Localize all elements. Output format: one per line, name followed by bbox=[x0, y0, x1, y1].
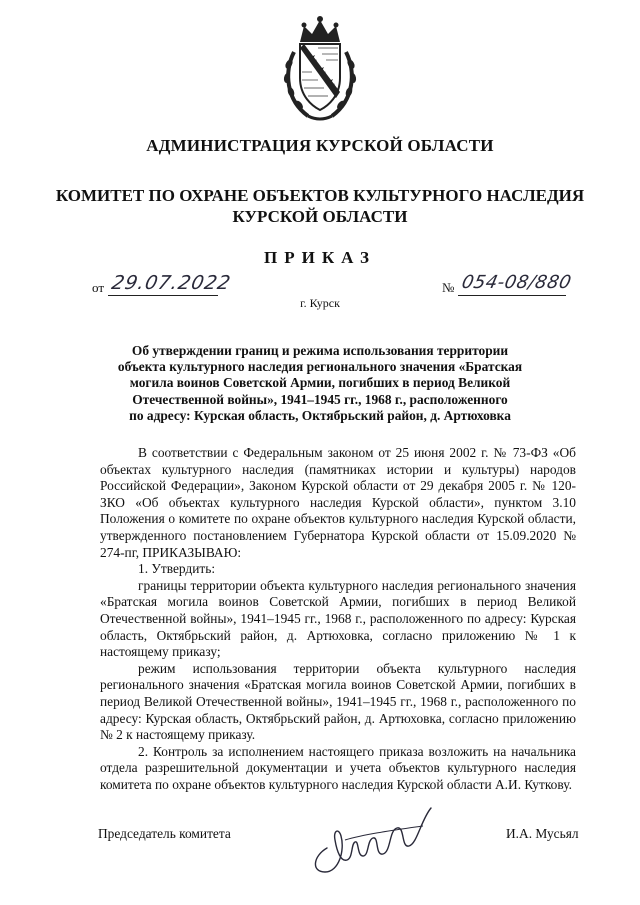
order-body bbox=[100, 445, 576, 793]
order-subject bbox=[100, 343, 540, 424]
subject-line: Об утверждении границ и режима использования территории bbox=[131, 343, 509, 358]
clause-1-boundaries: границы территории объекта культурного наследия регионального значения «Братская могила воинов Советской Армии, погибших в период Великой Отечественной войны», 1941–1945 гг., 1968 г., расположенного по адресу: Курская область, Октябрьский район, д. Артюховка, согласно приложению № 1 к настоящему приказу; bbox=[100, 577, 576, 660]
signer-position: Председатель комитета bbox=[98, 826, 231, 841]
subject-line: по адресу: Курская область, Октябрьский район, д. Артюховка bbox=[129, 407, 511, 423]
city-label: г. Курск bbox=[300, 296, 340, 310]
date-prefix: от bbox=[92, 280, 105, 295]
handwritten-order-number: 054-08/880 bbox=[459, 272, 574, 293]
subject-line: Отечественной войны», 1941–1945 гг., 1968 г., расположенного bbox=[132, 391, 508, 407]
handwritten-date: 29.07.2022 bbox=[109, 272, 234, 294]
preamble-paragraph: В соответствии с Федеральным законом от 25 июня 2002 г. № 73-ФЗ «Об объектах культурного наследия (памятниках истории и культуры) народов Российской Федерации», Законом Курской области от 29 декабря 2005 г. № 120-ЗКО «Об объектах культурного наследия Курской области», пунктом 3.10 Положения о комитете по охране объектов культурного наследия Курской области, утвержденного постановлением Губернатора Курской области от 15.09.2020 № 274-пг, ПРИКАЗЫВАЮ: bbox=[100, 445, 576, 560]
number-prefix: № bbox=[442, 280, 455, 295]
signer-name: И.А. Мусьял bbox=[506, 826, 579, 841]
coat-of-arms-emblem bbox=[278, 12, 362, 124]
order-title: ПРИКАЗ bbox=[264, 248, 376, 267]
administration-heading: АДМИНИСТРАЦИЯ КУРСКОЙ ОБЛАСТИ bbox=[146, 136, 494, 155]
handwritten-signature bbox=[305, 800, 440, 880]
subject-line: объекта культурного наследия регионального значения «Братская bbox=[117, 359, 523, 375]
subject-line: могила воинов Советской Армии, погибших в период Великой bbox=[129, 375, 511, 391]
clause-2-control: 2. Контроль за исполнением настоящего приказа возложить на начальника отдела разрешительной документации и учета объектов культурного наследия комитета по охране объектов культурного наследия Курской области А.И. Куткову. bbox=[100, 743, 576, 792]
clause-1-regime: режим использования территории объекта культурного наследия регионального значения «Братская могила воинов Советской Армии, погибших в период Великой Отечественной войны», 1941–1945 гг., 1968 г., расположенного по адресу: Курская область, Октябрьский район, д. Артюховка, согласно приложению № 2 к настоящему приказу. bbox=[100, 660, 576, 743]
committee-heading-line1: КОМИТЕТ ПО ОХРАНЕ ОБЪЕКТОВ КУЛЬТУРНОГО НАСЛЕДИЯ bbox=[55, 186, 585, 205]
committee-heading-line2: КУРСКОЙ ОБЛАСТИ bbox=[232, 207, 408, 226]
clause-1-heading: 1. Утвердить: bbox=[138, 561, 216, 577]
